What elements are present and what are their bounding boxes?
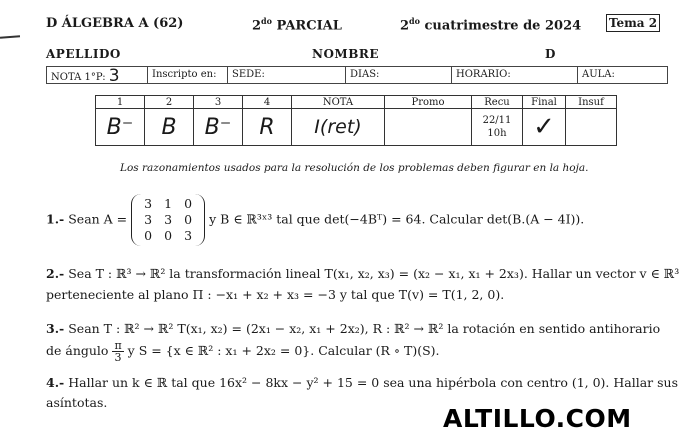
term-text: cuatrimestre de 2024	[424, 18, 582, 34]
exam-title	[252, 16, 342, 33]
grade-header: Promo	[385, 96, 472, 109]
inscripto-cell: Inscripto en:	[147, 67, 230, 83]
problem-1	[46, 194, 584, 246]
problem-3-line-2	[46, 340, 440, 363]
problem-3-text: Sean T : ℝ² → ℝ² T(x₁, x₂) = (2x₁ − x₂, x₁ + 2x₂), R : ℝ² → ℝ² la rotación en sentido antihorario	[68, 321, 661, 336]
dias-cell: DIAS:	[345, 67, 454, 83]
exam-suffix: do	[261, 16, 272, 26]
grade-mark: B⁻	[194, 109, 243, 146]
problem-4-line-2: asíntotas.	[46, 395, 108, 410]
problem-3-line-1	[46, 321, 660, 336]
problem-1-post: y B ∈ ℝ³ˣ³ tal que det(−4Bᵀ) = 64. Calcular det(B.(A − 4I)).	[209, 211, 585, 227]
problem-3-pre: de ángulo	[46, 343, 109, 358]
problem-2-line-2: perteneciente al plano Π : −x₁ + x₂ + x₃ = −3 y tal que T(v) = T(1, 2, 0).	[46, 287, 505, 302]
grade-header: 4	[243, 96, 292, 109]
matrix-entry: 0	[144, 228, 153, 243]
term-number: 2	[400, 18, 410, 34]
sede-cell: SEDE:	[227, 67, 348, 83]
nota-cell	[47, 66, 149, 86]
matrix-entry: 0	[184, 196, 193, 211]
final-check-icon: ✓	[523, 109, 566, 146]
fraction-numerator: π	[114, 339, 122, 352]
grades-table	[95, 95, 617, 146]
recu-date: 22/11	[482, 115, 512, 126]
grade-mark: R	[243, 109, 292, 146]
aula-cell: AULA:	[577, 67, 666, 83]
problem-1-pre: Sean A =	[68, 211, 128, 227]
promo-cell	[385, 109, 472, 146]
d-label: D	[545, 47, 556, 61]
recu-time: 10h	[487, 128, 507, 139]
altillo-watermark: ALTILLO.COM	[443, 404, 632, 433]
problem-1-number: 1.-	[46, 211, 65, 227]
term-suffix: do	[409, 16, 420, 26]
matrix-a	[131, 194, 205, 246]
problem-2-text: Sea T : ℝ³ → ℝ² la transformación lineal T(x₁, x₂, x₃) = (x₂ − x₁, x₁ + 2x₃). Hallar un vector v ∈ ℝ³	[68, 266, 680, 281]
problem-4-line-1	[46, 375, 678, 390]
problem-4-text: Hallar un k ∈ ℝ tal que 16x² − 8kx − y² + 15 = 0 sea una hipérbola con centro (1, 0). Hallar sus	[68, 375, 679, 390]
term-title	[400, 16, 581, 33]
matrix-entry: 0	[164, 228, 173, 243]
apellido-label: APELLIDO	[46, 47, 121, 61]
horario-cell: HORARIO:	[451, 67, 580, 83]
grades-marks-row	[96, 109, 617, 146]
exam-number: 2	[252, 18, 262, 34]
matrix-entry: 3	[144, 212, 153, 227]
grade-header: NOTA	[292, 96, 385, 109]
angle-fraction	[112, 340, 123, 363]
course-title: D ÁLGEBRA A (62)	[46, 16, 184, 31]
grades-header-row	[96, 96, 617, 109]
grade-mark: B⁻	[96, 109, 145, 146]
grade-header: 2	[145, 96, 194, 109]
grade-header: Final	[523, 96, 566, 109]
matrix-entry: 1	[164, 196, 173, 211]
pen-mark	[0, 35, 20, 38]
problem-3-post: y S = {x ∈ ℝ² : x₁ + 2x₂ = 0}. Calcular (R ∘ T)(S).	[127, 343, 440, 358]
nota-label: NOTA 1°P:	[51, 72, 106, 83]
problem-2-line-1	[46, 266, 679, 281]
grade-header: 1	[96, 96, 145, 109]
grade-header: Recu	[472, 96, 523, 109]
recu-cell	[472, 109, 523, 146]
grade-mark: B	[145, 109, 194, 146]
grade-header: Insuf	[566, 96, 617, 109]
exam-word: PARCIAL	[276, 18, 342, 34]
insuf-cell	[566, 109, 617, 146]
nota-value: 3	[108, 66, 120, 86]
problem-3-number: 3.-	[46, 321, 65, 336]
fraction-denominator: 3	[114, 351, 122, 364]
matrix-entry: 3	[184, 228, 193, 243]
grade-header: 3	[194, 96, 243, 109]
matrix-entry: 3	[144, 196, 153, 211]
info-row	[46, 66, 668, 84]
tema-box: Tema 2	[606, 14, 660, 32]
matrix-entry: 0	[184, 212, 193, 227]
matrix-entry: 3	[164, 212, 173, 227]
problem-4-number: 4.-	[46, 375, 65, 390]
grade-mark: I(ret)	[292, 109, 385, 146]
nombre-label: NOMBRE	[312, 47, 379, 61]
instructions: Los razonamientos usados para la resolución de los problemas deben figurar en la hoja.	[120, 162, 589, 174]
problem-2-number: 2.-	[46, 266, 65, 281]
